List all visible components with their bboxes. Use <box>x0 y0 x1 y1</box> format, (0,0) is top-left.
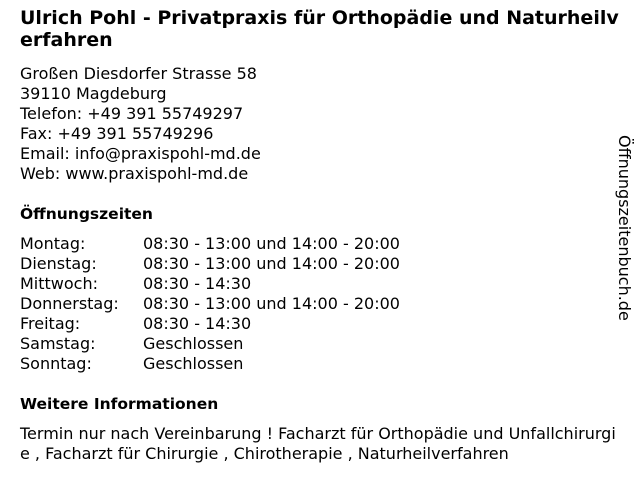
day-label: Mittwoch: <box>20 274 98 293</box>
phone-number: Telefon: +49 391 55749297 <box>20 104 244 123</box>
time-value: 08:30 - 13:00 und 14:00 - 20:00 <box>143 294 400 313</box>
day-label: Donnerstag: <box>20 294 119 313</box>
time-value: 08:30 - 13:00 und 14:00 - 20:00 <box>143 234 400 253</box>
practice-title: Ulrich Pohl - Privatpraxis für Orthopädie und Naturheilverfahren <box>20 7 619 51</box>
time-value: Geschlossen <box>143 354 244 373</box>
time-value: 08:30 - 14:30 <box>143 274 252 293</box>
website: Web: www.praxispohl-md.de <box>20 164 249 183</box>
time-value: Geschlossen <box>143 334 244 353</box>
more-info-heading: Weitere Informationen <box>20 395 219 413</box>
time-value: 08:30 - 13:00 und 14:00 - 20:00 <box>143 254 400 273</box>
day-label: Samstag: <box>20 334 96 353</box>
opening-hours-heading: Öffnungszeiten <box>20 205 153 223</box>
city-address: 39110 Magdeburg <box>20 84 167 103</box>
fax-number: Fax: +49 391 55749296 <box>20 124 214 143</box>
more-info-text: Termin nur nach Vereinbarung ! Facharzt für Orthopädie und Unfallchirurgie , Facharzt für Chirurgie , Chirotherapie , Naturheilverfahren <box>20 424 616 463</box>
day-label: Dienstag: <box>20 254 97 273</box>
day-label: Freitag: <box>20 314 81 333</box>
brand-watermark: Öffnungszeitenbuch.de <box>615 135 634 321</box>
day-label: Montag: <box>20 234 86 253</box>
day-label: Sonntag: <box>20 354 92 373</box>
contact-block <box>20 64 261 184</box>
street-address: Großen Diesdorfer Strasse 58 <box>20 64 257 83</box>
email-address: Email: info@praxispohl-md.de <box>20 144 261 163</box>
time-value: 08:30 - 14:30 <box>143 314 252 333</box>
